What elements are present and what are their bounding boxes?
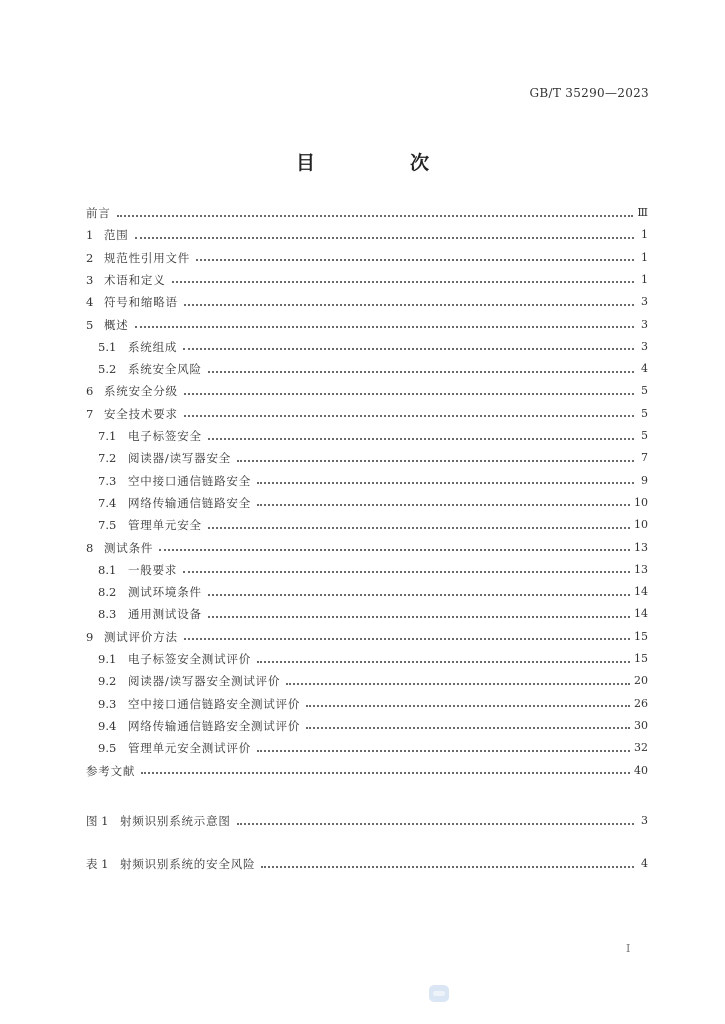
toc-entry-page: 5	[641, 384, 648, 398]
toc-entry-title: 管理单元安全	[128, 518, 202, 533]
toc-entry[interactable]	[86, 248, 648, 268]
toc-entry-page: 40	[634, 763, 648, 777]
toc-entry-page: 3	[641, 295, 648, 309]
toc-entry-number: 1	[86, 228, 94, 243]
toc-entry-page: 1	[641, 272, 648, 286]
toc-entry-title: 前言	[86, 206, 111, 220]
toc-entry-title: 测试条件	[104, 540, 154, 555]
toc-entry[interactable]	[98, 604, 648, 624]
toc-entry-title: 空中接口通信链路安全测试评价	[128, 696, 301, 711]
toc-entry-page: 20	[634, 674, 648, 688]
toc-entry-number: 5.2	[98, 362, 117, 377]
toc-entry[interactable]	[98, 471, 648, 491]
toc-entry-page: 30	[634, 718, 648, 732]
toc-entry-title: 系统安全风险	[128, 362, 202, 377]
toc-entry-page: 26	[634, 696, 648, 710]
toc-entry[interactable]	[98, 560, 648, 580]
dot-leader	[135, 236, 634, 239]
toc-entry[interactable]	[98, 426, 648, 446]
toc-entry[interactable]	[86, 225, 648, 245]
toc-entry-page: 3	[641, 317, 648, 331]
toc-entry[interactable]	[86, 381, 648, 401]
toc-entry-page: 13	[634, 562, 648, 576]
toc-entry-title: 射频识别系统示意图	[120, 814, 231, 828]
toc-entry[interactable]	[98, 649, 648, 669]
toc-entry-page: 3	[641, 339, 648, 353]
table-list-entry[interactable]	[86, 854, 648, 874]
toc-entry-page: 5	[641, 406, 648, 420]
toc-entry-number: 5.1	[98, 339, 117, 354]
toc-entry-page: 1	[641, 250, 648, 264]
dot-leader	[183, 570, 630, 573]
dot-leader	[183, 347, 634, 350]
toc-entry-number: 9.3	[98, 696, 117, 711]
toc-entry[interactable]	[86, 404, 648, 424]
toc-entry-number: 8.1	[98, 562, 117, 577]
toc-entry[interactable]	[98, 694, 648, 714]
toc-entry[interactable]	[86, 761, 648, 781]
toc-entry[interactable]	[86, 538, 648, 558]
dot-leader	[257, 749, 630, 752]
toc-entry-title: 规范性引用文件	[104, 250, 191, 265]
toc-entry[interactable]	[98, 582, 648, 602]
toc-entry-title: 阅读器/读写器安全测试评价	[128, 674, 281, 689]
dot-leader	[141, 771, 630, 774]
toc-entry-number: 5	[86, 317, 94, 332]
toc-entry[interactable]	[98, 448, 648, 468]
toc-entry-page: 7	[641, 451, 648, 465]
dot-leader	[257, 660, 630, 663]
toc-entry-page: 14	[634, 607, 648, 621]
dot-leader	[135, 325, 634, 328]
watermark-logo	[429, 985, 449, 1002]
toc-entry-title: 测试环境条件	[128, 585, 202, 600]
dot-leader	[306, 704, 630, 707]
toc-entry-page: 1	[641, 228, 648, 242]
toc-entry[interactable]	[98, 515, 648, 535]
toc-entry-number: 2	[86, 250, 94, 265]
toc-entry-title: 安全技术要求	[104, 406, 178, 421]
toc-entry-page: 32	[634, 741, 648, 755]
dot-leader	[184, 637, 630, 640]
toc-entry-title: 空中接口通信链路安全	[128, 473, 251, 488]
toc-entry-page: 3	[641, 814, 648, 827]
toc-entry-number: 7.2	[98, 451, 117, 466]
toc-entry[interactable]	[86, 315, 648, 335]
dot-leader	[184, 303, 634, 306]
toc-entry-page: 13	[634, 540, 648, 554]
toc-entry-number: 7.5	[98, 518, 117, 533]
dot-leader	[286, 682, 630, 685]
toc-entry-number: 9	[86, 629, 94, 644]
toc-entry-title: 范围	[104, 228, 129, 243]
toc-entry-title: 术语和定义	[104, 272, 166, 287]
dot-leader	[208, 370, 634, 373]
toc-entry-number: 8	[86, 540, 94, 555]
toc-entry-title: 参考文献	[86, 763, 136, 778]
dot-leader	[117, 214, 634, 217]
dot-leader	[208, 593, 630, 596]
toc-entry-number: 8.2	[98, 585, 117, 600]
dot-leader	[196, 258, 634, 261]
toc-entry[interactable]	[86, 203, 648, 223]
dot-leader	[257, 503, 630, 506]
toc-entry-page: 15	[634, 652, 648, 665]
toc-entry-number: 7.4	[98, 495, 117, 510]
dot-leader	[237, 459, 634, 462]
toc-entry-page: 9	[641, 473, 648, 487]
dot-leader	[261, 865, 634, 868]
toc-entry-number: 图 1	[86, 814, 109, 828]
toc-entry-title: 测试评价方法	[104, 629, 178, 644]
toc-entry-page: 5	[641, 429, 648, 442]
dot-leader	[257, 481, 634, 484]
dot-leader	[184, 414, 634, 417]
toc-entry-number: 4	[86, 295, 94, 310]
toc-entry-title: 符号和缩略语	[104, 295, 178, 310]
toc-entry-number: 6	[86, 384, 94, 399]
toc-entry[interactable]	[98, 738, 648, 758]
toc-entry-page: 10	[634, 495, 648, 509]
toc-entry[interactable]	[98, 493, 648, 513]
toc-entry-title: 电子标签安全测试评价	[128, 652, 251, 666]
toc-entry-number: 7	[86, 406, 94, 421]
toc-entry-number: 9.2	[98, 674, 117, 689]
toc-entry-title: 电子标签安全	[128, 429, 202, 443]
toc-entry-page: 4	[641, 857, 648, 870]
toc-entry-title: 网络传输通信链路安全	[128, 495, 251, 510]
toc-entry-number: 7.3	[98, 473, 117, 488]
toc-entry-number: 3	[86, 272, 94, 287]
toc-entry-title: 系统安全分级	[104, 384, 178, 399]
page-title: 目 次	[295, 152, 467, 174]
toc-entry-page: 10	[634, 518, 648, 532]
toc-entry-title: 通用测试设备	[128, 607, 202, 622]
toc-entry-title: 一般要求	[128, 562, 178, 577]
toc-entry-title: 概述	[104, 317, 129, 332]
toc-entry-title: 管理单元安全测试评价	[128, 741, 251, 756]
toc-entry-page: 15	[634, 629, 648, 643]
toc-entry-title: 阅读器/读写器安全	[128, 451, 232, 466]
dot-leader	[208, 437, 634, 440]
toc-entry[interactable]	[86, 627, 648, 647]
dot-leader	[159, 548, 630, 551]
dot-leader	[184, 392, 634, 395]
toc-entry[interactable]	[98, 359, 648, 379]
toc-entry-page: 4	[641, 362, 648, 376]
standard-code: GB/T 35290—2023	[529, 86, 649, 100]
toc-entry-title: 网络传输通信链路安全测试评价	[128, 718, 301, 733]
toc-entry-number: 9.5	[98, 741, 117, 756]
toc-entry[interactable]	[98, 671, 648, 691]
dot-leader	[172, 280, 635, 283]
toc-entry-number: 8.3	[98, 607, 117, 622]
dot-leader	[237, 822, 634, 825]
dot-leader	[208, 615, 630, 618]
toc-entry-title: 射频识别系统的安全风险	[120, 857, 256, 871]
toc-entry-number: 9.1	[98, 652, 117, 666]
dot-leader	[306, 726, 630, 729]
toc-entry[interactable]	[98, 337, 648, 357]
toc-entry-page: 14	[634, 585, 648, 599]
toc-entry[interactable]	[86, 270, 648, 290]
toc-entry-number: 9.4	[98, 718, 117, 733]
toc-entry[interactable]	[86, 292, 648, 312]
figure-list-entry[interactable]	[86, 811, 648, 831]
page-number: I	[626, 942, 631, 955]
dot-leader	[208, 526, 630, 529]
toc-entry-number: 表 1	[86, 857, 109, 871]
toc-entry-page: Ⅲ	[637, 206, 648, 219]
toc-entry-number: 7.1	[98, 429, 117, 443]
toc-entry-title: 系统组成	[128, 339, 178, 354]
toc-entry[interactable]	[98, 716, 648, 736]
